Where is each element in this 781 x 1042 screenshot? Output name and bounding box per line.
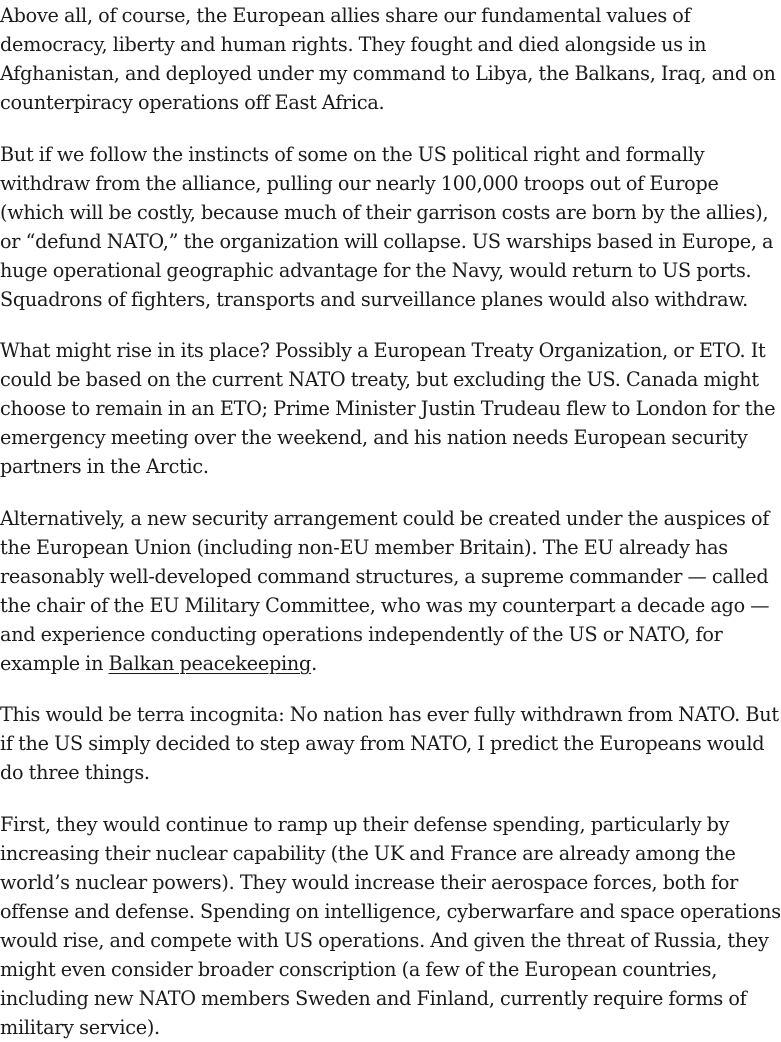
article-paragraph-4 bbox=[0, 504, 781, 678]
article-paragraph-5: This would be terra incognita: No nation has ever fully withdrawn from NATO. But if the US simply decided to step away from NATO, I predict the Europeans would do three things. bbox=[0, 703, 779, 784]
article-body bbox=[0, 1, 781, 1042]
paragraph-4-text-after-link: . bbox=[311, 651, 317, 675]
article-paragraph-1: Above all, of course, the European allies share our fundamental values of democracy, liberty and human rights. They fought and died alongside us in Afghanistan, and deployed under my command to Libya, the Balkans, Iraq, and on counterpiracy operations off East Africa. bbox=[0, 4, 776, 114]
article-paragraph-3: What might rise in its place? Possibly a European Treaty Organization, or ETO. It could be based on the current NATO treaty, but excluding the US. Canada might choose to remain in an ETO; Prime Minister Justin Trudeau flew to London for the emergency meeting over the weekend, and his nation needs European security partners in the Arctic. bbox=[0, 339, 776, 478]
balkan-peacekeeping-link[interactable]: Balkan peacekeeping bbox=[108, 651, 312, 675]
article-paragraph-6: First, they would continue to ramp up their defense spending, particularly by increasing their nuclear capability (the UK and France are already among the world’s nuclear powers). They would increase their aerospace forces, both for offense and defense. Spending on intelligence, cyberwarfare and space operations would rise, and compete with US operations. And given the threat of Russia, they might even consider broader conscription (a few of the European countries, including new NATO members Sweden and Finland, currently require forms of military service). bbox=[0, 812, 781, 1039]
paragraph-4-text-before-link: Alternatively, a new security arrangement could be created under the auspices of the European Union (including non-EU member Britain). The EU already has reasonably well-developed command structures, a supreme commander — called the chair of the EU Military Committee, who was my counterpart a decade ago — and experience conducting operations independently of the US or NATO, for example in bbox=[0, 506, 770, 675]
article-paragraph-2: But if we follow the instincts of some on the US political right and formally withdraw from the alliance, pulling our nearly 100,000 troops out of Europe (which will be costly, because much of their garrison costs are born by the allies), or “defund NATO,” the organization will collapse. US warships based in Europe, a huge operational geographic advantage for the Navy, would return to US ports. Squadrons of fighters, transports and surveillance planes would also withdraw. bbox=[0, 142, 774, 311]
